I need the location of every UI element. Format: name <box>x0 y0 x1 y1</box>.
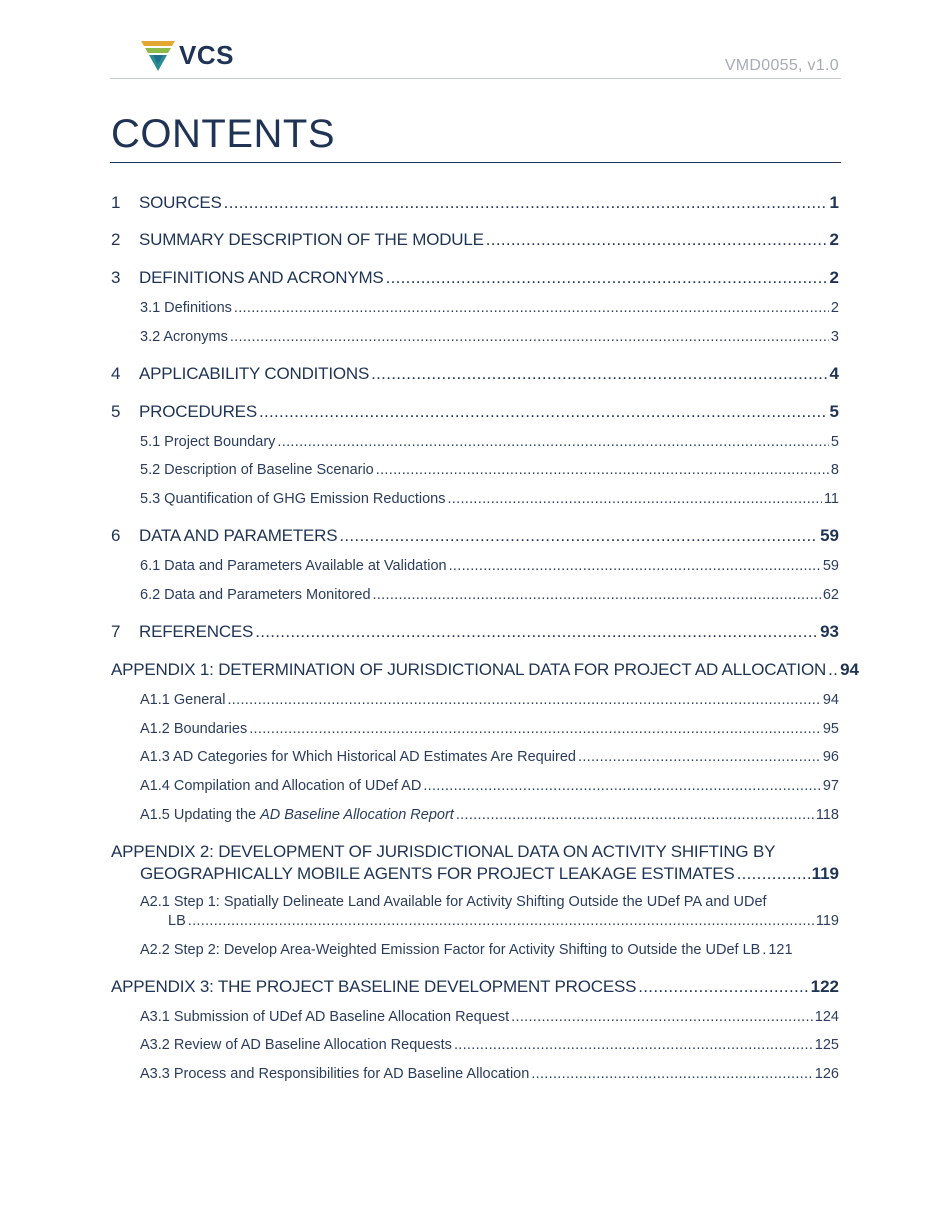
toc-page: 8 <box>830 462 839 478</box>
toc-entry-6-2[interactable] <box>140 587 839 603</box>
toc-page: 2 <box>829 268 839 287</box>
toc-label: A1.3 AD Categories for Which Historical AD Estimates Are Required <box>140 749 576 765</box>
toc-number: 2 <box>111 230 121 249</box>
dot-leader <box>376 462 829 478</box>
toc-page: 3 <box>830 329 839 345</box>
toc-page: 119 <box>811 864 839 883</box>
dot-leader <box>511 1009 813 1025</box>
page-header <box>110 36 841 79</box>
toc-entry-appendix-1[interactable] <box>111 660 859 680</box>
toc-label: LB <box>168 913 186 929</box>
toc-label: GEOGRAPHICALLY MOBILE AGENTS FOR PROJECT LEAKAGE ESTIMATES <box>140 864 735 883</box>
dot-leader <box>188 913 814 929</box>
toc-label: A1.4 Compilation and Allocation of UDef AD <box>140 778 422 794</box>
dot-leader <box>373 587 821 603</box>
toc-page: 5 <box>829 402 839 421</box>
toc-label: REFERENCES <box>139 622 254 641</box>
toc-label: SOURCES <box>139 193 222 212</box>
dot-leader <box>456 807 814 823</box>
toc-label: A3.3 Process and Responsibilities for AD Baseline Allocation <box>140 1066 530 1082</box>
toc-entry-3-2[interactable] <box>140 329 839 345</box>
toc-page: 97 <box>822 778 839 794</box>
dot-leader <box>737 864 810 884</box>
dot-leader <box>762 942 766 958</box>
dot-leader <box>638 977 808 997</box>
dot-leader <box>454 1037 813 1053</box>
toc-entry-6-1[interactable] <box>140 558 839 574</box>
dot-leader <box>255 622 818 642</box>
dot-leader <box>249 721 821 737</box>
toc-number: 4 <box>111 364 121 383</box>
toc-number: 7 <box>111 622 121 641</box>
toc-page: 5 <box>830 434 839 450</box>
toc-page: 2 <box>830 300 839 316</box>
toc-number: 3 <box>111 268 121 287</box>
toc-entry-a1-2[interactable] <box>140 721 839 737</box>
toc-label: 5.2 Description of Baseline Scenario <box>140 462 374 478</box>
toc-page: 1 <box>829 193 839 212</box>
toc-entry-a1-3[interactable] <box>140 749 839 765</box>
toc-page: 59 <box>820 526 839 545</box>
toc-label: 5.3 Quantification of GHG Emission Reductions <box>140 491 446 507</box>
page-title: CONTENTS <box>111 112 335 156</box>
toc-label: 6.2 Data and Parameters Monitored <box>140 587 371 603</box>
toc-page: 94 <box>840 660 859 679</box>
toc-entry-5-3[interactable] <box>140 491 839 507</box>
toc-label-italic: AD Baseline Allocation Report <box>260 807 454 823</box>
toc-page: 4 <box>829 364 839 383</box>
toc-number: 5 <box>111 402 121 421</box>
toc-entry-a3-2[interactable] <box>140 1037 839 1053</box>
toc-entry-5-2[interactable] <box>140 462 839 478</box>
toc-entry-5-1[interactable] <box>140 434 839 450</box>
dot-leader <box>828 660 838 680</box>
document-id: VMD0055, v1.0 <box>724 57 839 74</box>
toc-label: A1.1 General <box>140 692 226 708</box>
dot-leader <box>449 558 821 574</box>
toc-label: APPLICABILITY CONDITIONS <box>139 364 370 383</box>
toc-label: APPENDIX 3: THE PROJECT BASELINE DEVELOPMENT PROCESS <box>111 977 637 996</box>
toc-page: 96 <box>822 749 839 765</box>
toc-page: 122 <box>810 977 839 996</box>
toc-label: DEFINITIONS AND ACRONYMS <box>139 268 384 287</box>
toc-label: A1.2 Boundaries <box>140 721 248 737</box>
dot-leader <box>230 329 829 345</box>
toc-page: 62 <box>822 587 839 603</box>
toc-entry-a1-1[interactable] <box>140 692 839 708</box>
toc-page: 119 <box>815 913 839 929</box>
toc-label: 5.1 Project Boundary <box>140 434 276 450</box>
toc-entry-applicability[interactable] <box>111 364 839 384</box>
toc-page: 95 <box>822 721 839 737</box>
toc-page: 11 <box>823 491 839 507</box>
toc-entry-a2-1-line1[interactable] <box>140 894 839 910</box>
toc-label: DATA AND PARAMETERS <box>139 526 338 545</box>
dot-leader <box>224 193 828 213</box>
toc-entry-appendix-2[interactable] <box>140 864 839 884</box>
toc-label: SUMMARY DESCRIPTION OF THE MODULE <box>139 230 484 249</box>
toc-entry-appendix-3[interactable] <box>111 977 839 997</box>
dot-leader <box>447 491 821 507</box>
toc-label: 6.1 Data and Parameters Available at Validation <box>140 558 447 574</box>
toc-entry-references[interactable] <box>111 622 839 642</box>
title-divider <box>110 162 841 163</box>
vcs-chevron-icon <box>141 39 175 71</box>
toc-page: 59 <box>822 558 839 574</box>
dot-leader <box>339 526 818 546</box>
toc-entry-3-1[interactable] <box>140 300 839 316</box>
toc-page: 124 <box>814 1009 839 1025</box>
toc-entry-a2-2[interactable] <box>140 942 839 958</box>
toc-entry-a3-1[interactable] <box>140 1009 839 1025</box>
dot-leader <box>578 749 821 765</box>
toc-entry-sources[interactable] <box>111 193 839 213</box>
toc-label: 3.1 Definitions <box>140 300 232 316</box>
toc-label: 3.2 Acronyms <box>140 329 228 345</box>
dot-leader <box>227 692 820 708</box>
toc-number: 1 <box>111 193 121 212</box>
toc-entry-summary[interactable] <box>111 230 839 250</box>
toc-entry-a1-4[interactable] <box>140 778 839 794</box>
toc-entry-definitions[interactable] <box>111 268 839 288</box>
toc-label: A3.2 Review of AD Baseline Allocation Requests <box>140 1037 452 1053</box>
toc-label <box>140 807 454 823</box>
dot-leader <box>277 434 829 450</box>
dot-leader <box>371 364 827 384</box>
vcs-logo <box>141 38 234 72</box>
toc-page: 2 <box>829 230 839 249</box>
dot-leader <box>486 230 828 250</box>
toc-page: 118 <box>815 807 839 823</box>
toc-entry-a1-5[interactable] <box>140 807 839 823</box>
toc-page: 121 <box>768 942 793 958</box>
toc-entry-data-parameters[interactable] <box>111 526 839 546</box>
logo-text: VCS <box>179 39 234 70</box>
toc-number: 6 <box>111 526 121 545</box>
dot-leader <box>531 1066 812 1082</box>
toc-label-prefix: A1.5 Updating the <box>140 807 261 823</box>
toc-label: A2.2 Step 2: Develop Area-Weighted Emission Factor for Activity Shifting to Outside the UDef LB <box>140 942 761 958</box>
toc-label: A2.1 Step 1: Spatially Delineate Land Available for Activity Shifting Outside the UDef PA and UDef <box>140 894 767 910</box>
dot-leader <box>259 402 828 422</box>
toc-label: APPENDIX 1: DETERMINATION OF JURISDICTIONAL DATA FOR PROJECT AD ALLOCATION <box>111 660 827 679</box>
dot-leader <box>386 268 828 288</box>
toc-page: 125 <box>814 1037 839 1053</box>
dot-leader <box>423 778 821 794</box>
toc-entry-a2-1[interactable] <box>168 913 839 929</box>
toc-page: 93 <box>820 622 839 641</box>
toc-page: 94 <box>822 692 839 708</box>
toc-page: 126 <box>814 1066 839 1082</box>
toc-entry-a3-3[interactable] <box>140 1066 839 1082</box>
toc-entry-appendix-2-line1[interactable]: APPENDIX 2: DEVELOPMENT OF JURISDICTIONAL DATA ON ACTIVITY SHIFTING BY <box>111 842 776 861</box>
toc-label: A3.1 Submission of UDef AD Baseline Allocation Request <box>140 1009 510 1025</box>
toc-label: PROCEDURES <box>139 402 257 421</box>
dot-leader <box>234 300 829 316</box>
toc-entry-procedures[interactable] <box>111 402 839 422</box>
